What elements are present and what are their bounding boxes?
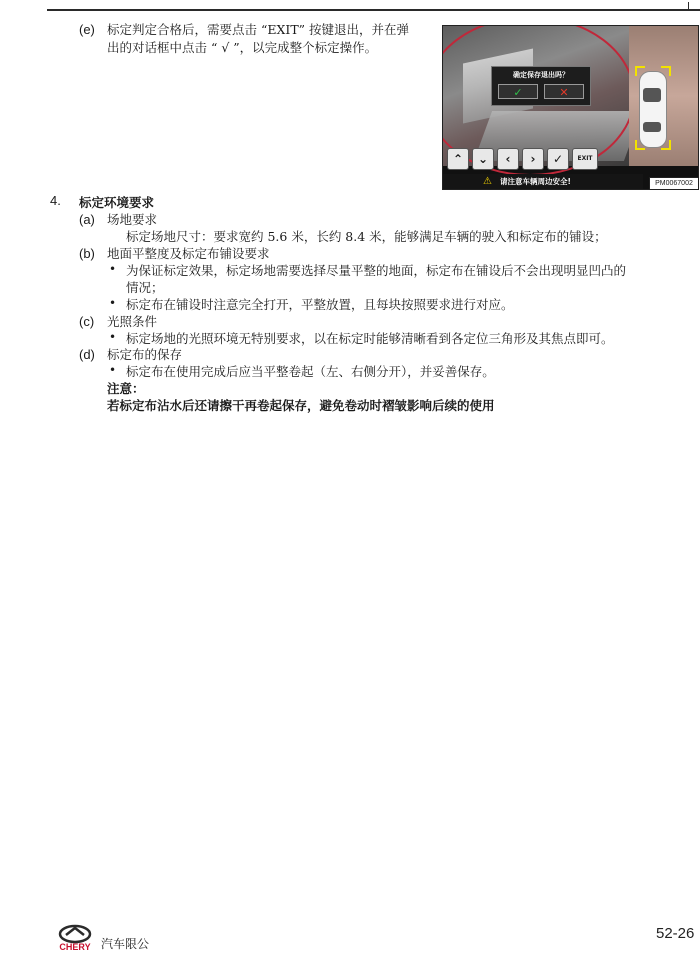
item-label-a: (a) — [79, 212, 95, 227]
bullet-dot: • — [109, 262, 117, 276]
control-button-bar — [443, 148, 629, 172]
item-label-d: (d) — [79, 347, 95, 362]
bullet-c1-line1: 标定场地的光照环境无特别要求，以在标定时能够清晰看到各定位三角形及其焦点即可。 — [126, 331, 614, 346]
bullet-dot: • — [109, 330, 117, 344]
page-number: 52-26 — [656, 925, 695, 942]
section-number: 4. — [50, 193, 61, 208]
bullet-b1-line1: 为保证标定效果，标定场地需要选择尽量平整的地面，标定布在铺设后不会出现明显凹凸的 — [126, 263, 627, 278]
down-arrow-icon[interactable]: ⌄ — [472, 148, 494, 170]
bullet-dot: • — [109, 363, 117, 377]
item-title-c: 光照条件 — [107, 314, 158, 329]
right-arrow-icon[interactable]: › — [522, 148, 544, 170]
note-text: 若标定布沾水后还请擦干再卷起保存，避免卷动时褶皱影响后续的使用 — [107, 398, 495, 413]
car-windshield — [643, 88, 661, 102]
item-title-a: 场地要求 — [107, 212, 158, 227]
header-rule — [47, 9, 700, 11]
section-title: 标定环境要求 — [79, 195, 155, 210]
item-desc-a: 标定场地尺寸：要求宽约 5.6 米，长约 8.4 米，能够满足车辆的驶入和标定布的铺设； — [126, 229, 607, 244]
warning-icon: ⚠ — [483, 176, 492, 187]
svg-text:CHERY: CHERY — [59, 942, 91, 952]
item-label-e: (e) — [79, 22, 95, 37]
figure-code: PM0067002 — [649, 177, 699, 190]
company-name: 汽车限公 — [101, 937, 150, 951]
paragraph-e-line2: 出的对话框中点击 “ √ ”，以完成整个标定操作。 — [107, 40, 378, 55]
item-label-c: (c) — [79, 314, 95, 329]
bullet-b2-line1: 标定布在铺设时注意完全打开，平整放置，且每块按照要求进行对应。 — [126, 297, 514, 312]
bullet-d1-line1: 标定布在使用完成后应当平整卷起（左、右侧分开），并妥善保存。 — [126, 364, 495, 379]
paragraph-e-line1: 标定判定合格后，需要点击 “EXIT” 按键退出，并在弹 — [107, 22, 410, 37]
bullet-dot: • — [109, 296, 117, 310]
car-icon — [639, 71, 667, 148]
save-exit-dialog — [491, 66, 591, 106]
dialog-cancel-button[interactable]: ✕ — [544, 84, 584, 99]
warning-bar — [443, 174, 643, 189]
calibration-screenshot — [442, 25, 699, 190]
item-title-b: 地面平整度及标定布铺设要求 — [107, 246, 270, 261]
item-title-d: 标定布的保存 — [107, 347, 183, 362]
car-rear-window — [643, 122, 661, 132]
left-arrow-icon[interactable]: ‹ — [497, 148, 519, 170]
warning-text: 请注意车辆周边安全! — [500, 177, 571, 186]
bullet-b1-line2: 情况； — [126, 280, 164, 295]
dialog-confirm-button[interactable]: ✓ — [498, 84, 538, 99]
item-label-b: (b) — [79, 246, 95, 261]
note-title: 注意： — [107, 381, 145, 396]
header-rule-tick — [688, 2, 689, 10]
check-icon[interactable]: ✓ — [547, 148, 569, 170]
chery-logo — [55, 924, 95, 952]
exit-button[interactable]: EXIT — [572, 148, 598, 170]
dialog-title: 确定保存退出吗？ — [513, 71, 569, 79]
up-arrow-icon[interactable]: ⌃ — [447, 148, 469, 170]
